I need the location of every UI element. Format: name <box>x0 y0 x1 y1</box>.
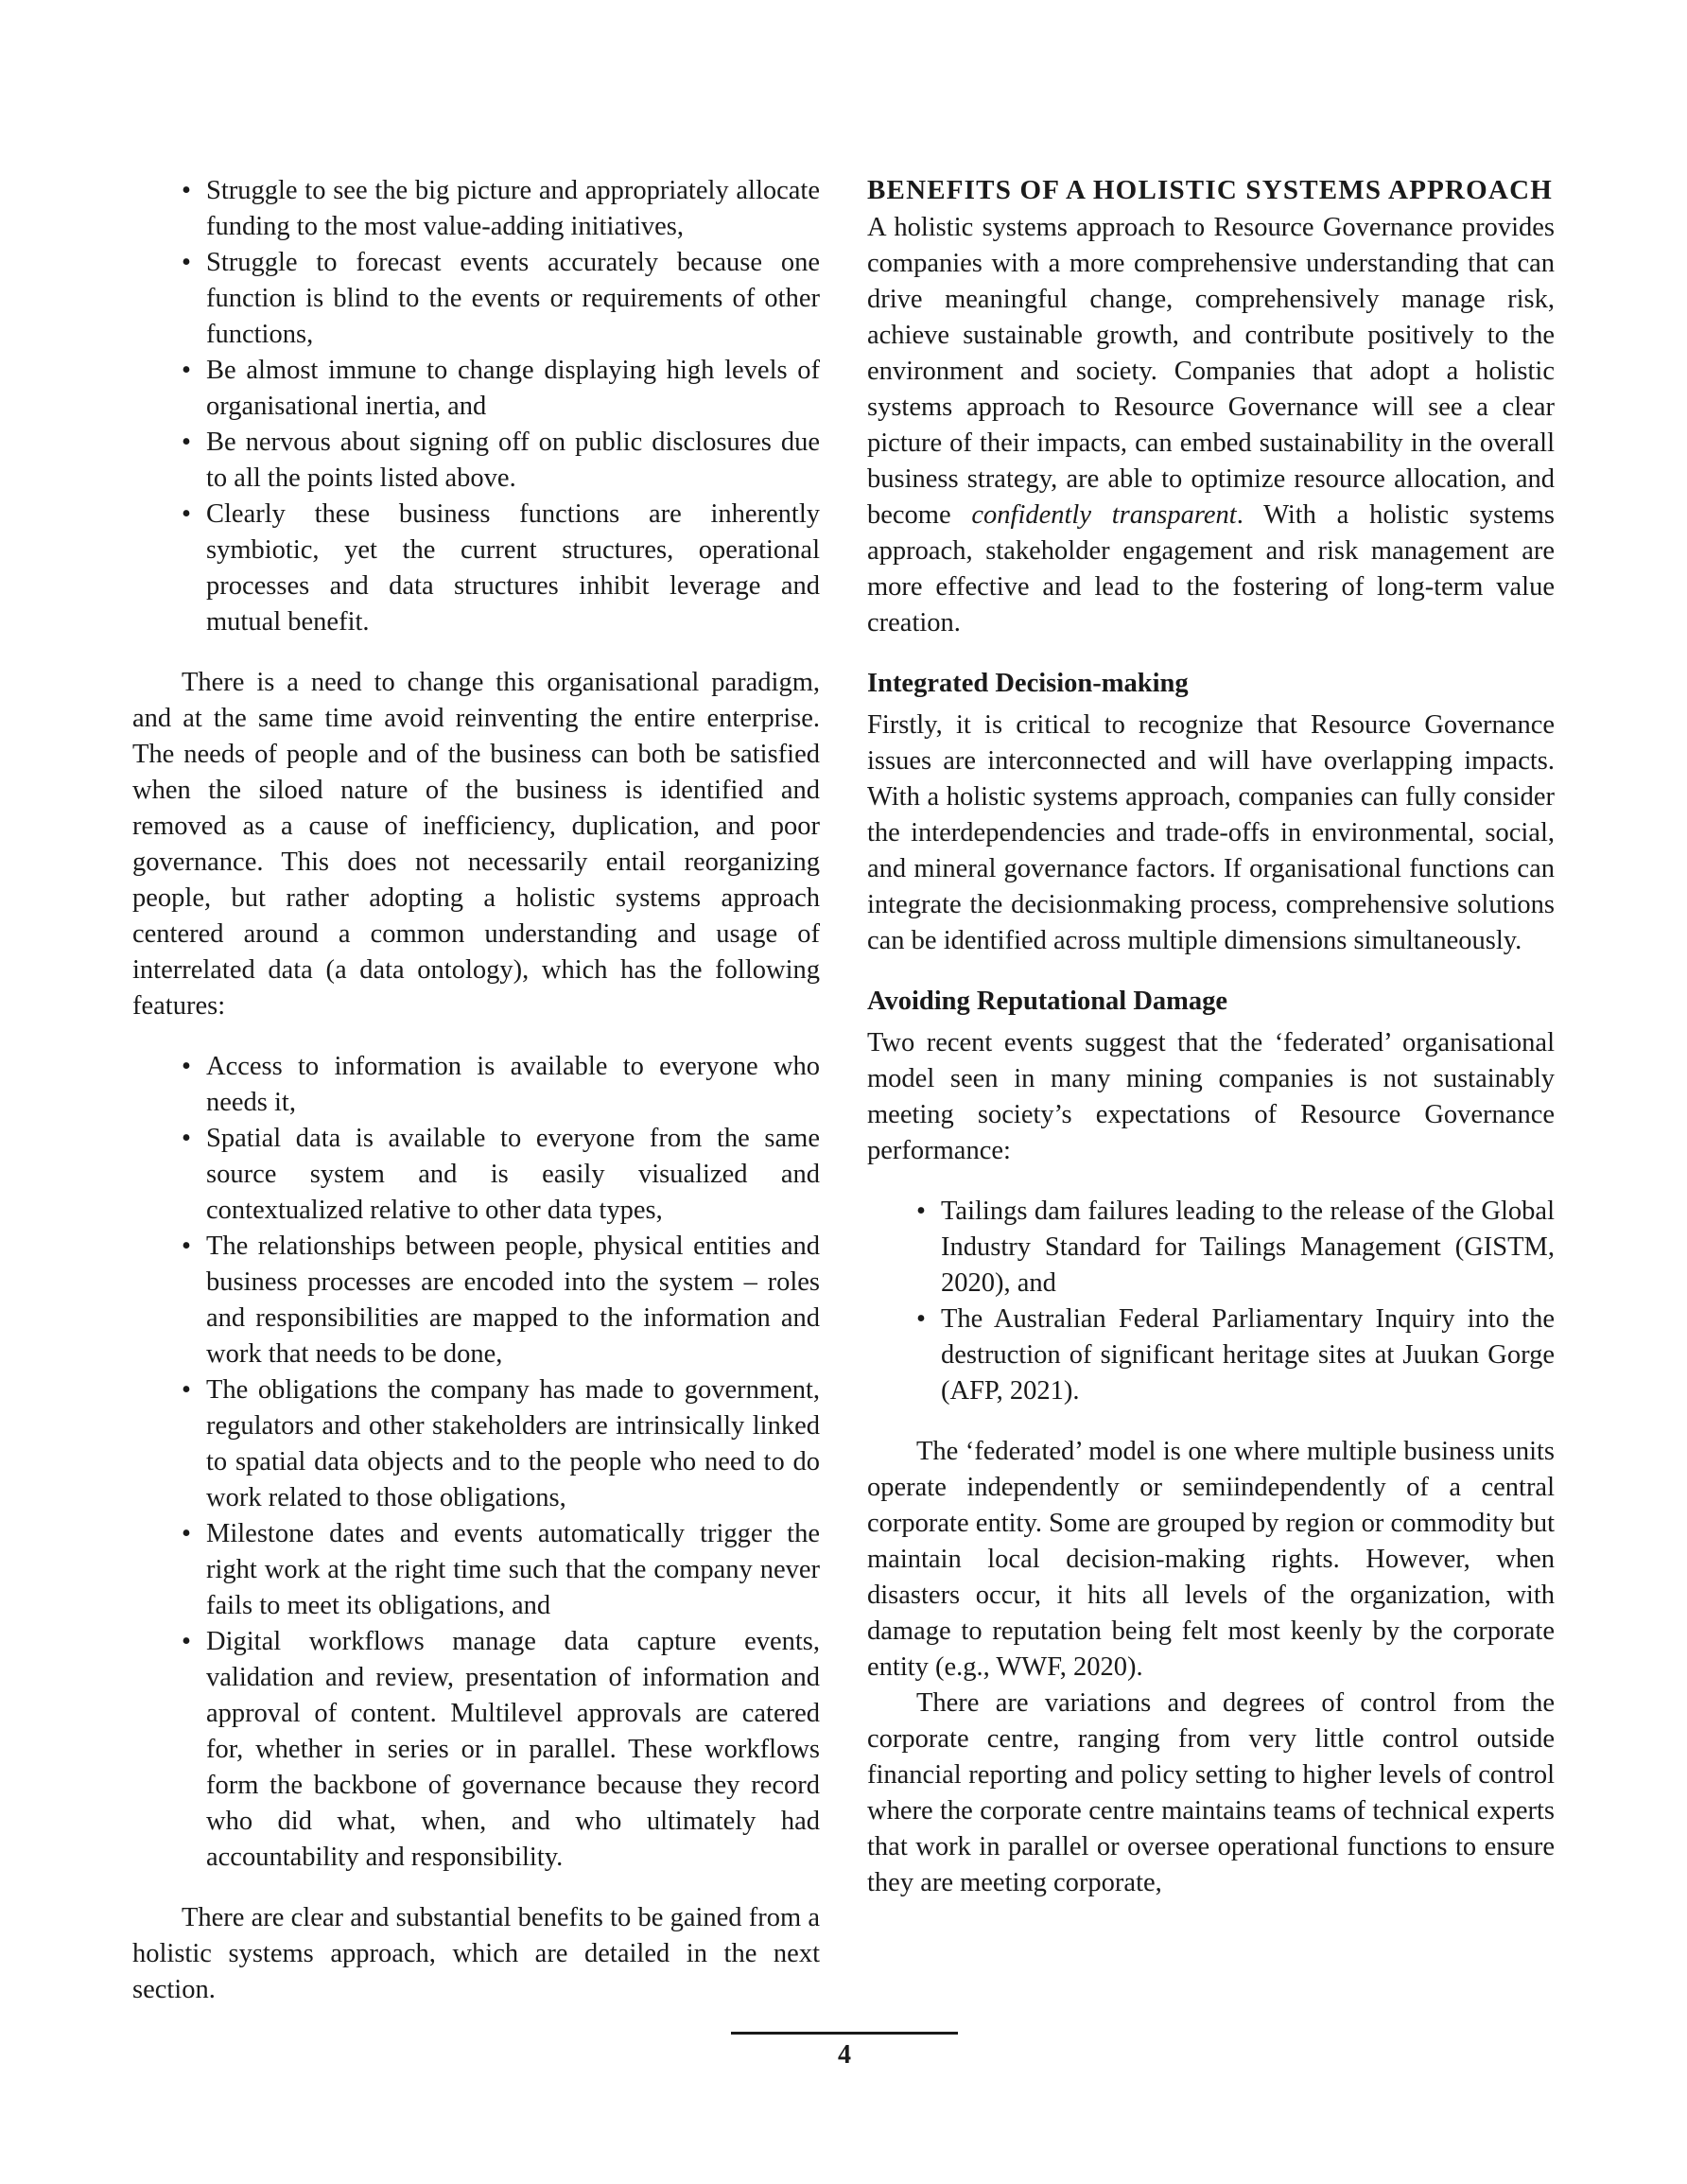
intro-text-end: . With a holistic systems approach, stakeholder engagement and risk management are more effective and lead to the fostering of long-term value creation. <box>867 500 1555 638</box>
list-item-text: Spatial data is available to everyone from the same source system and is easily visualized and contextualized relative to other data types, <box>206 1124 820 1225</box>
paradigm-paragraph: There is a need to change this organisational paradigm, and at the same time avoid reinventing the entire enterprise. The needs of people and of the business can both be satisfied when the siloed nature of the business is identified and removed as a cause of inefficiency, duplication, and poor governance. This does not necessarily entail reorganizing people, but rather adopting a holistic systems approach centered around a common understanding and usage of interrelated data (a data ontology), which has the following features: <box>132 668 820 1021</box>
list-item <box>182 353 820 425</box>
intro-bullet-list <box>132 173 820 640</box>
bullet-icon: • <box>182 428 191 457</box>
page-number: 4 <box>838 2040 851 2070</box>
subheading-integrated-decision-making: Integrated Decision-making <box>867 669 1189 698</box>
bullet-icon: • <box>182 176 191 205</box>
section-heading: BENEFITS OF A HOLISTIC SYSTEMS APPROACH <box>867 175 1553 205</box>
bullet-icon: • <box>182 499 191 529</box>
list-item-text: Digital workflows manage data capture events, validation and review, presentation of information and approval of content. Multilevel approvals are catered for, whether in series or in parallel. These workflows form the backbone of governance because they record who did what, when, and who ultimately had accountability and responsibility. <box>206 1627 820 1872</box>
bullet-icon: • <box>182 356 191 385</box>
list-item <box>182 1372 820 1516</box>
list-item <box>182 1624 820 1876</box>
feature-bullet-list <box>132 1049 820 1876</box>
bullet-icon: • <box>182 1519 191 1548</box>
list-item-text: Struggle to forecast events accurately because one function is blind to the events or requirements of other functions, <box>206 248 820 349</box>
event-bullet-list <box>867 1194 1555 1409</box>
federated-model-paragraph: The ‘federated’ model is one where multiple business units operate independently or semiindependently of a central corporate entity. Some are grouped by region or commodity but maintain local decision-making rights. However, when disasters occur, it hits all levels of the organization, with damage to reputation being felt most keenly by the corporate entity (e.g., WWF, 2020). <box>867 1437 1555 1682</box>
left-column <box>132 173 820 2008</box>
corporate-control-paragraph: There are variations and degrees of control from the corporate centre, ranging from very little control outside financial reporting and policy setting to higher levels of control where the corporate centre maintains teams of technical experts that work in parallel or oversee operational functions to ensure they are meeting corporate, <box>867 1688 1555 1897</box>
list-item-text: Struggle to see the big picture and appropriately allocate funding to the most value-adding initiatives, <box>206 176 820 241</box>
bullet-icon: • <box>182 1232 191 1261</box>
reputation-paragraph: Two recent events suggest that the ‘federated’ organisational model seen in many mining companies is not sustainably meeting society’s expectations of Resource Governance performance: <box>867 1028 1555 1165</box>
intro-emphasis: confidently transparent <box>971 500 1237 530</box>
intro-text-start: A holistic systems approach to Resource Governance provides companies with a more comprehensive understanding that can drive meaningful change, comprehensively manage risk, achieve sustainable growth, and contribute positively to the environment and society. Companies that adopt a holistic systems approach to Resource Governance will see a clear picture of their impacts, can embed sustainability in the overall business strategy, are able to optimize resource allocation, and become <box>867 213 1555 530</box>
list-item-text: Milestone dates and events automatically trigger the right work at the right time such that the company never fails to meet its obligations, and <box>206 1519 820 1620</box>
list-item <box>182 245 820 353</box>
list-item <box>182 173 820 245</box>
right-column <box>867 173 1555 1901</box>
list-item-text: The obligations the company has made to government, regulators and other stakeholders are intrinsically linked to spatial data objects and to the people who need to do work related to those obligations, <box>206 1375 820 1512</box>
list-item-text: Be almost immune to change displaying high levels of organisational inertia, and <box>206 356 820 421</box>
benefits-lead-paragraph: There are clear and substantial benefits to be gained from a holistic systems approach, which are detailed in the next section. <box>132 1903 820 2004</box>
list-item-text: Access to information is available to everyone who needs it, <box>206 1052 820 1117</box>
footer-divider <box>731 2032 958 2035</box>
list-item <box>182 497 820 640</box>
bullet-icon: • <box>182 248 191 277</box>
list-item <box>182 1516 820 1624</box>
list-item <box>182 1229 820 1372</box>
list-item <box>916 1194 1555 1302</box>
bullet-icon: • <box>916 1304 926 1334</box>
bullet-icon: • <box>916 1197 926 1226</box>
list-item-text: Tailings dam failures leading to the release of the Global Industry Standard for Tailings Management (GISTM, 2020), and <box>941 1197 1555 1298</box>
bullet-icon: • <box>182 1124 191 1153</box>
section-intro-paragraph <box>867 210 1555 641</box>
list-item-text: The relationships between people, physical entities and business processes are encoded into the system – roles and responsibilities are mapped to the information and work that needs to be done, <box>206 1232 820 1369</box>
list-item <box>182 1049 820 1121</box>
list-item-text: Be nervous about signing off on public disclosures due to all the points listed above. <box>206 428 820 493</box>
bullet-icon: • <box>182 1627 191 1656</box>
bullet-icon: • <box>182 1052 191 1081</box>
list-item-text: The Australian Federal Parliamentary Inquiry into the destruction of significant heritage sites at Juukan Gorge (AFP, 2021). <box>941 1304 1555 1406</box>
list-item <box>182 1121 820 1229</box>
subheading-avoiding-reputational-damage: Avoiding Reputational Damage <box>867 987 1228 1016</box>
list-item <box>916 1302 1555 1409</box>
bullet-icon: • <box>182 1375 191 1405</box>
list-item <box>182 425 820 497</box>
list-item-text: Clearly these business functions are inherently symbiotic, yet the current structures, operational processes and data structures inhibit leverage and mutual benefit. <box>206 499 820 637</box>
decision-making-paragraph: Firstly, it is critical to recognize that Resource Governance issues are interconnected and will have overlapping impacts. With a holistic systems approach, companies can fully consider the interdependencies and trade-offs in environmental, social, and mineral governance factors. If organisational functions can integrate the decisionmaking process, comprehensive solutions can be identified across multiple dimensions simultaneously. <box>867 710 1555 955</box>
